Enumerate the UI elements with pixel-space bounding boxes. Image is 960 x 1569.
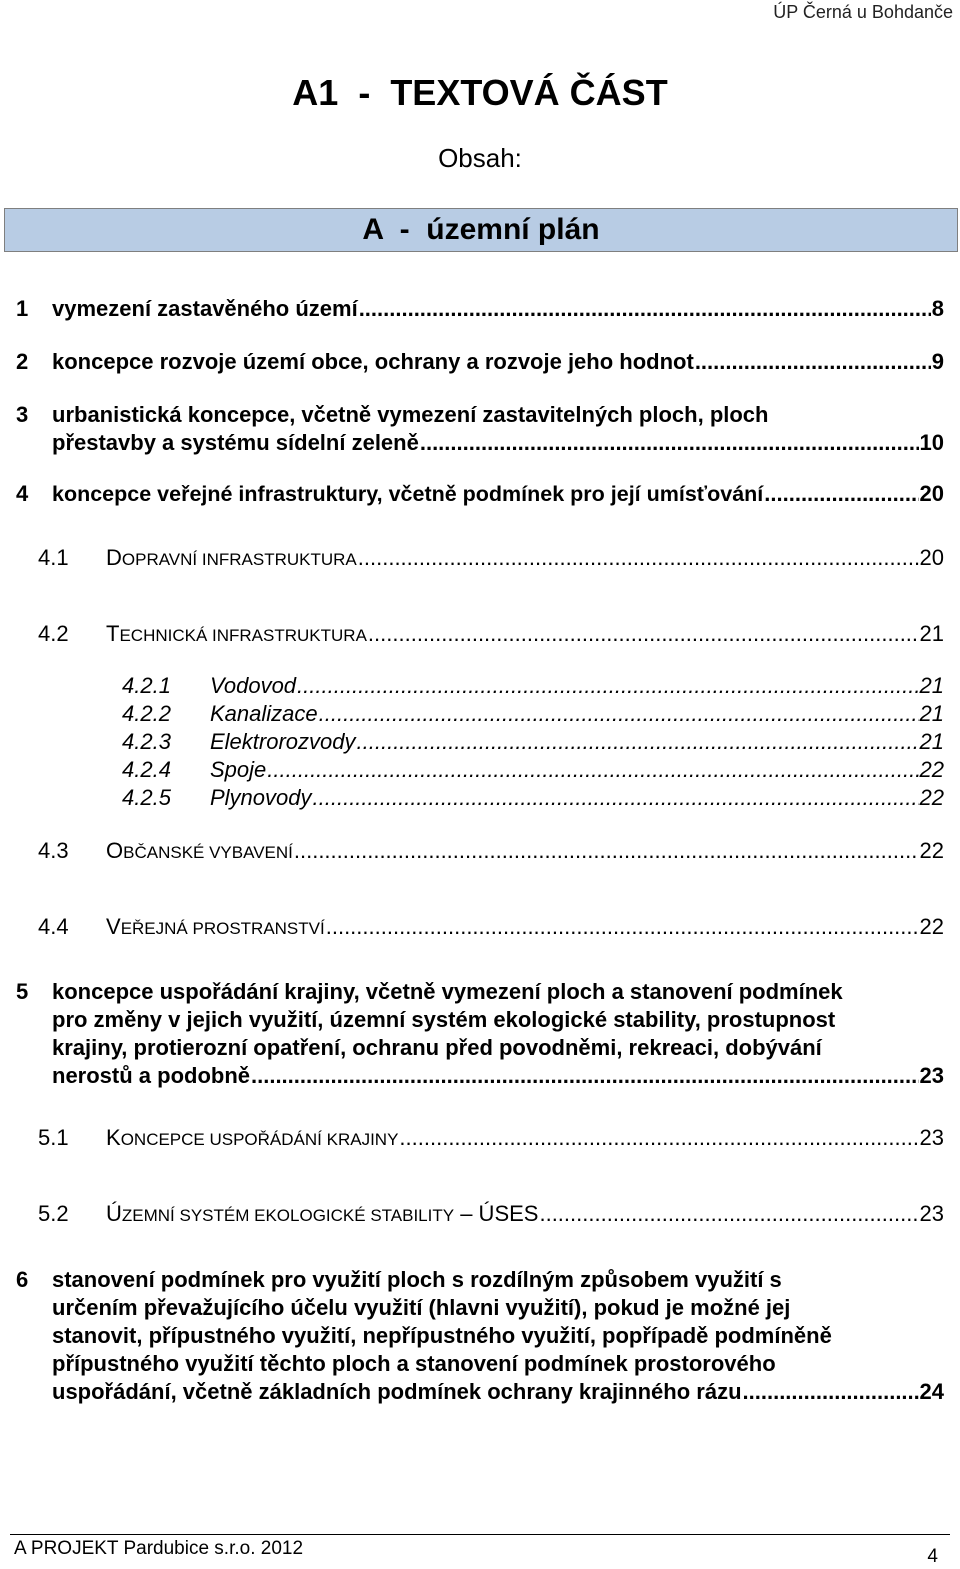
toc-leader (313, 785, 919, 811)
toc-title-line: stanovení podmínek pro využití ploch s rozdílným způsobem využití s (52, 1267, 782, 1292)
toc-page: 22 (919, 838, 944, 863)
toc-title-line: krajiny, protierozní opatření, ochranu před povodněmi, rekreaci, dobývání (52, 1035, 822, 1060)
toc-entry-4-2-2[interactable] (122, 701, 944, 727)
toc-leader (358, 545, 919, 571)
toc-number: 4.2.1 (122, 673, 171, 698)
toc-entry-4-2-4[interactable] (122, 757, 944, 783)
toc-entry-4-1[interactable] (38, 545, 944, 571)
toc-title: ÚZEMNÍ SYSTÉM EKOLOGICKÉ STABILITY – ÚSES (106, 1201, 539, 1226)
toc-entry-5[interactable] (16, 978, 944, 1090)
contents-heading: Obsah: (438, 143, 522, 173)
section-banner (4, 208, 958, 252)
toc-page: 22 (919, 914, 944, 939)
toc-leader (420, 429, 919, 457)
toc-leader (294, 838, 919, 864)
toc-entry-6[interactable] (16, 1266, 944, 1406)
toc-title: OBČANSKÉ VYBAVENÍ (106, 838, 293, 863)
toc-title: DOPRAVNÍ INFRASTRUKTURA (106, 545, 357, 570)
toc-title-line: přípustného využití těchto ploch a stanovení podmínek prostorového (52, 1351, 776, 1376)
toc-title: VEŘEJNÁ PROSTRANSTVÍ (106, 914, 325, 939)
toc-entry-4-2-5[interactable] (122, 785, 944, 811)
toc-page: 22 (919, 785, 944, 810)
toc-page: 23 (919, 1125, 944, 1150)
toc-number: 4.3 (38, 838, 69, 863)
toc-entry-4[interactable] (16, 481, 944, 507)
section-banner-label: A - územní plán (362, 213, 600, 246)
toc-number: 4.2.2 (122, 701, 171, 726)
toc-entry-5-2[interactable] (38, 1201, 944, 1227)
toc-title: Elektrorozvody (210, 729, 356, 754)
toc-entry-4-3[interactable] (38, 838, 944, 864)
toc-leader (267, 757, 918, 783)
toc-entry-2[interactable] (16, 349, 944, 375)
toc-number: 4.4 (38, 914, 69, 939)
footer-divider (10, 1534, 950, 1535)
toc-page: 20 (919, 481, 944, 506)
toc-number: 6 (16, 1267, 29, 1292)
toc-title-line: koncepce uspořádání krajiny, včetně vymezení ploch a stanovení podmínek (52, 979, 843, 1004)
toc-title-line: přestavby a systému sídelní zeleně (52, 430, 419, 455)
toc-page: 23 (919, 1201, 944, 1226)
toc-leader (399, 1125, 918, 1151)
toc-leader (764, 481, 918, 507)
toc-title-line: pro změny v jejich využití, územní systém ekologické stability, prostupnost (52, 1007, 836, 1032)
toc-number: 5.2 (38, 1201, 69, 1226)
toc-page: 9 (931, 349, 944, 374)
toc-number: 3 (16, 402, 29, 427)
toc-page: 10 (919, 430, 944, 455)
toc-entry-4-4[interactable] (38, 914, 944, 940)
toc-number: 4.2.4 (122, 757, 171, 782)
toc-leader (695, 349, 931, 375)
toc-entry-3[interactable] (16, 401, 944, 457)
toc-title-line: určením převažujícího účelu využití (hlavni využití), pokud je možné jej (52, 1295, 791, 1320)
toc-title: koncepce veřejné infrastruktury, včetně podmínek pro její umísťování (52, 482, 764, 506)
toc-entry-1[interactable] (16, 296, 944, 322)
toc-title: Plynovody (210, 785, 312, 810)
toc-page: 24 (919, 1379, 944, 1404)
toc-number: 4.1 (38, 545, 69, 570)
toc-entry-5-1[interactable] (38, 1125, 944, 1151)
toc-page: 21 (919, 729, 944, 754)
toc-page: 22 (919, 757, 944, 782)
toc-entry-4-2-3[interactable] (122, 729, 944, 755)
toc-number: 5.1 (38, 1125, 69, 1150)
toc-leader (319, 701, 919, 727)
header-document-title: ÚP Černá u Bohdanče (773, 2, 953, 22)
toc-title: TECHNICKÁ INFRASTRUKTURA (106, 621, 367, 646)
toc-title-line: stanovit, přípustného využití, nepřípustného využití, popřípadě podmíněně (52, 1323, 832, 1348)
toc-leader (251, 1062, 919, 1090)
toc-leader (297, 673, 918, 699)
toc-title: vymezení zastavěného území (52, 296, 358, 321)
toc-title-line: nerostů a podobně (52, 1063, 250, 1088)
toc-number: 2 (16, 349, 29, 374)
toc-title: koncepce rozvoje území obce, ochrany a rozvoje jeho hodnot (52, 349, 694, 374)
toc-page: 21 (919, 621, 944, 646)
toc-number: 1 (16, 296, 29, 321)
toc-number: 4.2.5 (122, 785, 171, 810)
toc-page: 8 (931, 296, 944, 321)
toc-title-line: uspořádání, včetně základních podmínek ochrany krajinného rázu (52, 1379, 742, 1404)
toc-leader (359, 296, 931, 322)
toc-title: Kanalizace (210, 701, 318, 726)
page-number: 4 (927, 1546, 938, 1567)
toc-number: 5 (16, 979, 29, 1004)
page-title: A1 - TEXTOVÁ ČÁST (292, 72, 668, 113)
toc-page: 20 (919, 545, 944, 570)
toc-number: 4.2 (38, 621, 69, 646)
toc-leader (539, 1201, 918, 1227)
footer-company: A PROJEKT Pardubice s.r.o. 2012 (14, 1538, 304, 1559)
toc-leader (368, 621, 919, 647)
toc-leader (743, 1378, 919, 1406)
toc-title: Vodovod (210, 673, 297, 698)
toc-page: 21 (919, 701, 944, 726)
toc-leader (357, 729, 919, 755)
toc-page: 23 (919, 1063, 944, 1088)
toc-page: 21 (919, 673, 944, 698)
toc-number: 4 (16, 481, 29, 506)
toc-leader (326, 914, 919, 940)
toc-title-line: urbanistická koncepce, včetně vymezení zastavitelných ploch, ploch (52, 402, 769, 427)
toc-entry-4-2-1[interactable] (122, 673, 944, 699)
toc-entry-4-2[interactable] (38, 621, 944, 647)
toc-number: 4.2.3 (122, 729, 171, 754)
toc-title: KONCEPCE USPOŘÁDÁNÍ KRAJINY (106, 1125, 399, 1150)
toc-title: Spoje (210, 757, 267, 782)
